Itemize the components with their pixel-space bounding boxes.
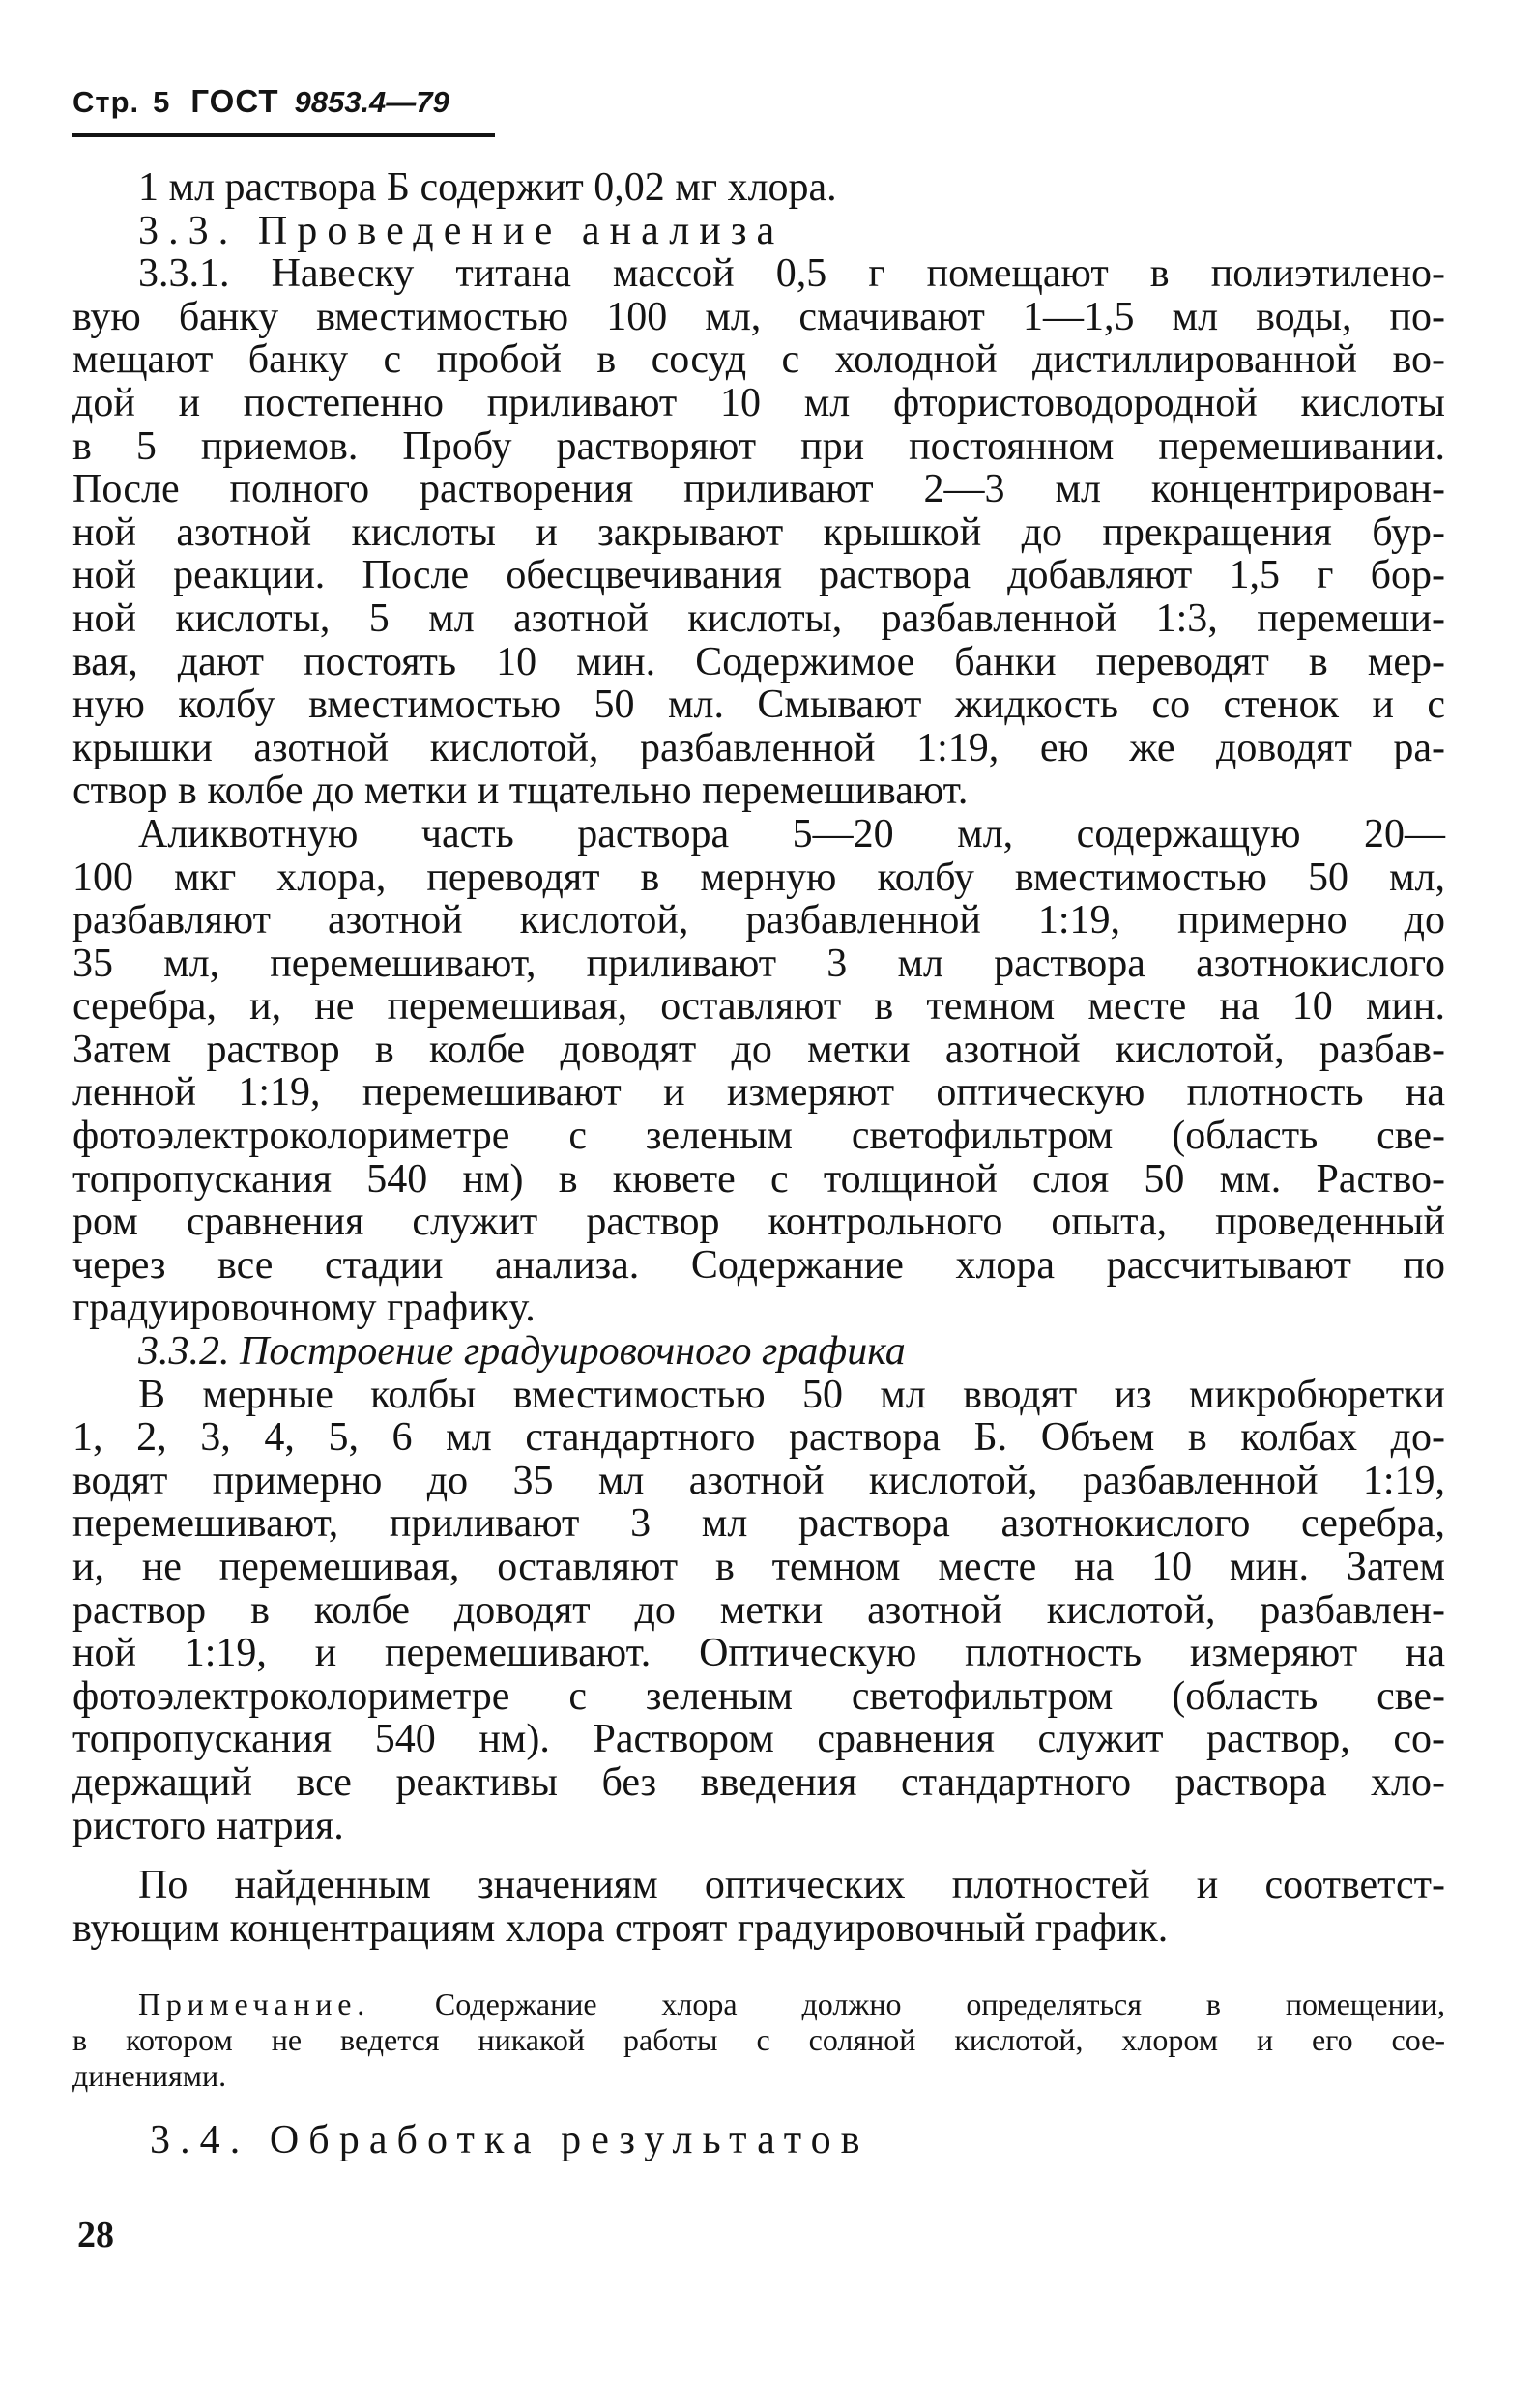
body-text [72, 166, 1445, 1950]
text-line: ной азотной кислоты и закрывают крышкой до прекращения бур- [72, 509, 1445, 555]
text-line: дой и постепенно приливают 10 мл фтористоводородной кислоты [72, 380, 1445, 425]
text-line: градуировочному графику. [72, 1286, 536, 1331]
text-line: 35 мл, перемешивают, приливают 3 мл раствора азотнокислого [72, 941, 1445, 986]
text-line: 3.3.1. Навеску титана массой 0,5 г помещают в полиэтилено- [138, 251, 1445, 297]
text-line: 1 мл раствора Б содержит 0,02 мг хлора. [138, 165, 837, 210]
text-line: вую банку вместимостью 100 мл, смачивают 1—1,5 мл воды, по- [72, 294, 1445, 339]
text-line: серебра, и, не перемешивая, оставляют в темном месте на 10 мин. [72, 984, 1445, 1030]
text-line: створ в колбе до метки и тщательно перемешивают. [72, 769, 969, 814]
note-line: динениями. [72, 2058, 227, 2093]
header-rule [72, 133, 495, 137]
text-line: топропускания 540 нм). Раствором сравнения служит раствор, со- [72, 1717, 1445, 1762]
text-line: ром сравнения служит раствор контрольного опыта, проведенный [72, 1200, 1445, 1245]
text-line: 1, 2, 3, 4, 5, 6 мл стандартного раствора Б. Объем в колбах до- [72, 1415, 1445, 1461]
text-line: разбавляют азотной кислотой, разбавленной 1:19, примерно до [72, 898, 1445, 943]
text-line: После полного растворения приливают 2—3 мл концентрирован- [72, 467, 1445, 512]
text-line: топропускания 540 нм) в кювете с толщиной слоя 50 мм. Раство- [72, 1156, 1445, 1202]
text-line: фотоэлектроколориметре с зеленым светофильтром (область све- [72, 1114, 1445, 1159]
text-line: водят примерно до 35 мл азотной кислотой, разбавленной 1:19, [72, 1458, 1445, 1503]
text-line: вая, дают постоять 10 мин. Содержимое банки переводят в мер- [72, 639, 1445, 684]
section-heading-3-3-2: 3.3.2. Построение градуировочного графика [138, 1329, 906, 1375]
section-heading-3-3: 3.3. Проведение анализа [138, 208, 785, 253]
page-number: 28 [77, 2215, 114, 2255]
text-line: фотоэлектроколориметре с зеленым светофильтром (область све- [72, 1673, 1445, 1719]
header-page-number: 5 [153, 85, 170, 119]
text-line: ную колбу вместимостью 50 мл. Смывают жидкость со стенок и с [72, 682, 1445, 728]
text-line: в 5 приемов. Пробу растворяют при постоянном перемешивании. [72, 423, 1445, 469]
text-line: раствор в колбе доводят до метки азотной кислотой, разбавлен- [72, 1587, 1445, 1633]
header-page-word: Стр. [72, 85, 140, 119]
text-line: В мерные колбы вместимостью 50 мл вводят из микробюретки [138, 1372, 1445, 1417]
text-line: держащий все реактивы без введения стандартного раствора хло- [72, 1759, 1445, 1805]
running-header [72, 83, 450, 120]
text-line: мещают банку с пробой в сосуд с холодной дистиллированной во- [72, 337, 1445, 383]
text-line: ной 1:19, и перемешивают. Оптическую плотность измеряют на [72, 1631, 1445, 1676]
text-line: вующим концентрациям хлора строят градуировочный график. [72, 1905, 1169, 1951]
note-block [72, 1987, 1445, 2094]
text-line: ной кислоты, 5 мл азотной кислоты, разбавленной 1:3, перемеши- [72, 595, 1445, 641]
text-line: ристого натрия. [72, 1803, 344, 1848]
text-line: Затем раствор в колбе доводят до метки азотной кислотой, разбав- [72, 1027, 1445, 1072]
text-line: 100 мкг хлора, переводят в мерную колбу вместимостью 50 мл, [72, 855, 1445, 900]
text-line: перемешивают, приливают 3 мл раствора азотнокислого серебра, [72, 1501, 1445, 1547]
note-line: в котором не ведется никакой работы с соляной кислотой, хлором и его сое- [72, 2022, 1445, 2057]
note-text: Содержание хлора должно определяться в помещении, [434, 1987, 1446, 2021]
section-heading-3-4: 3.4. Обработка результатов [150, 2118, 870, 2162]
note-line-first [72, 1987, 1445, 2022]
text-line: крышки азотной кислотой, разбавленной 1:19, ею же доводят ра- [72, 725, 1445, 770]
text-line: и, не перемешивая, оставляют в темном месте на 10 мин. Затем [72, 1545, 1445, 1589]
paragraph-gap [72, 1847, 1445, 1864]
header-standard-word: ГОСТ [190, 83, 279, 119]
text-line: ленной 1:19, перемешивают и измеряют оптическую плотность на [72, 1070, 1445, 1116]
note-label: Примечание. [138, 1987, 371, 2021]
text-line: По найденным значениям оптических плотностей и соответст- [138, 1863, 1445, 1908]
text-line: Аликвотную часть раствора 5—20 мл, содержащую 20— [138, 811, 1445, 856]
header-standard-number: 9853.4—79 [294, 85, 450, 119]
text-line: через все стадии анализа. Содержание хлора рассчитывают по [72, 1242, 1445, 1288]
text-line: ной реакции. После обесцвечивания раствора добавляют 1,5 г бор- [72, 553, 1445, 598]
